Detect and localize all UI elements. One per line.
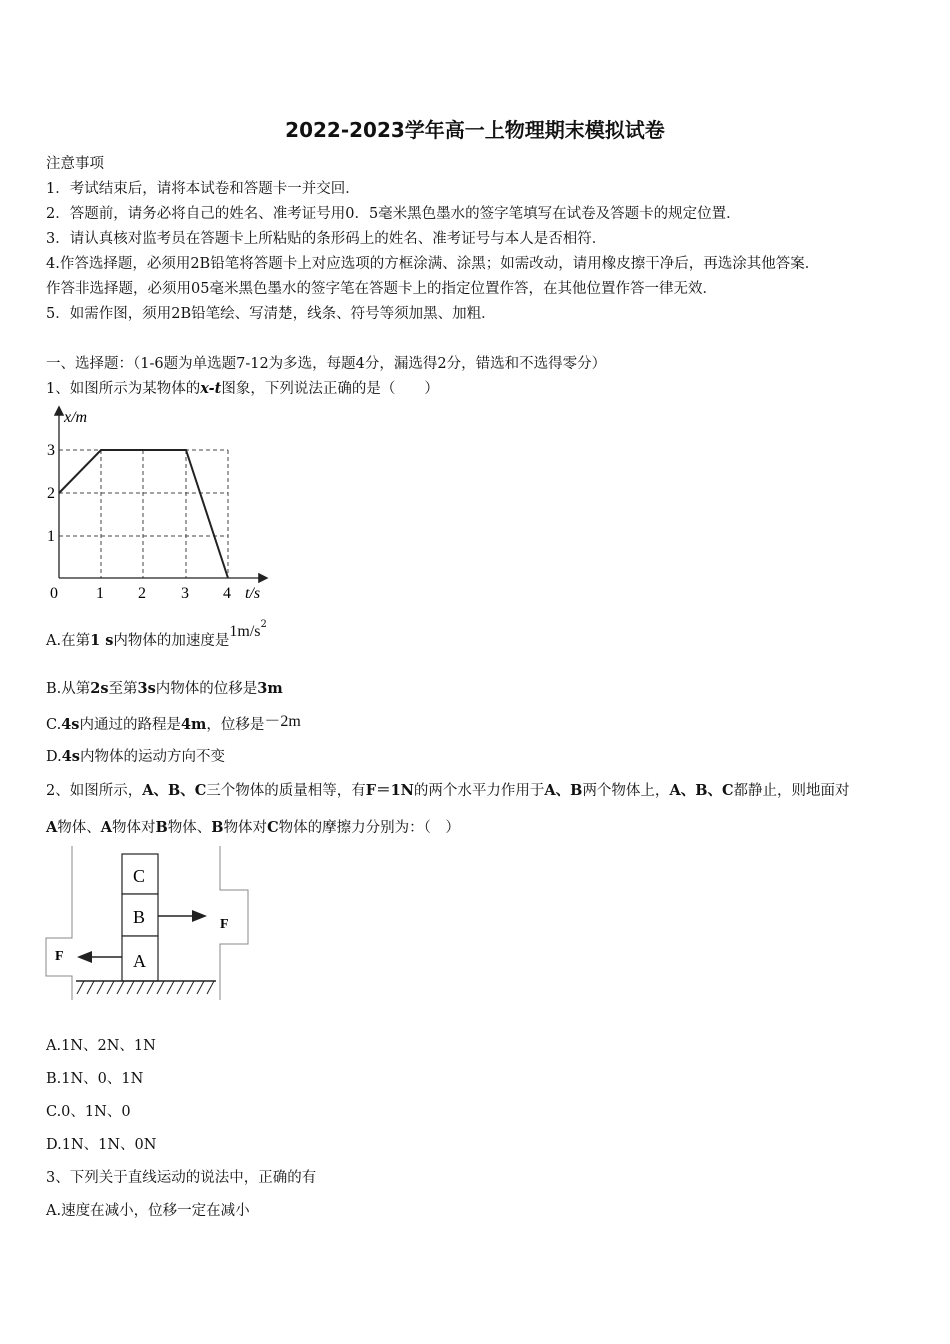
q1-graph-xtick: 4 [223, 585, 231, 602]
q1-graph-xlabel: t/s [245, 585, 261, 602]
q2-block-c-label: C [133, 866, 146, 886]
q2-block-b-label: B [133, 907, 146, 927]
q2-force-left-label: F [55, 949, 64, 964]
page-title: 2022-2023学年高一上物理期末模拟试卷 [285, 118, 665, 142]
q1-option-b: B.从第2s至第3s内物体的位移是3m [46, 680, 283, 697]
q1-option-c: C.4s内通过的路程是4m，位移是－2m [46, 713, 301, 733]
q2-option-c: C.0、1N、0 [46, 1104, 131, 1120]
q3-stem: 3、下列关于直线运动的说法中，正确的有 [46, 1170, 317, 1186]
notice-item: 3．请认真核对监考员在答题卡上所粘贴的条形码上的姓名、准考证号与本人是否相符． [46, 231, 607, 247]
notice-item: 作答非选择题，必须用05毫米黑色墨水的签字笔在答题卡上的指定位置作答，在其他位置作答一律无效． [46, 281, 717, 297]
q1-graph-xtick: 2 [138, 585, 146, 602]
q2-stem-line1: 2、如图所示，A、B、C三个物体的质量相等，有F＝1N的两个水平力作用于A、B两个物体上，A、B、C都静止，则地面对 [46, 782, 850, 799]
q2-blocks-figure [44, 846, 250, 1004]
q1-graph-xtick: 1 [96, 585, 104, 602]
q1-graph-ytick: 1 [47, 528, 55, 545]
q1-option-d: D.4s内物体的运动方向不变 [46, 748, 225, 765]
q1-graph-xtick: 0 [50, 585, 58, 602]
q1-stem: 1、如图所示为某物体的x-t图象，下列说法正确的是（ ） [46, 380, 439, 397]
q3-option-a: A.速度在减小，位移一定在减小 [46, 1203, 250, 1219]
notice-item: 1．考试结束后，请将本试卷和答题卡一并交回． [46, 181, 360, 197]
q1-graph-ytick: 2 [47, 485, 55, 502]
notice-item: 2．答题前，请务必将自己的姓名、准考证号用0．5毫米黑色墨水的签字笔填写在试卷及答题卡的规定位置． [46, 206, 741, 222]
q1-graph-ytick: 3 [47, 442, 55, 459]
q1-xt-graph [40, 402, 280, 607]
q2-option-b: B.1N、0、1N [46, 1071, 144, 1087]
q2-stem-line2: A物体、A物体对B物体、B物体对C物体的摩擦力分别为：（ ） [46, 819, 460, 836]
q2-option-a: A.1N、2N、1N [46, 1038, 156, 1054]
q1-option-a: A.在第1 s内物体的加速度是$1m/s^2$ [46, 619, 267, 649]
q1-graph-xtick: 3 [181, 585, 189, 602]
q2-option-d: D.1N、1N、0N [46, 1137, 157, 1153]
notice-item: 5．如需作图，须用2B铅笔绘、写清楚，线条、符号等须加黑、加粗． [46, 306, 496, 322]
q2-force-right-label: F [220, 917, 229, 932]
notice-item: 4.作答选择题，必须用2B铅笔将答题卡上对应选项的方框涂满、涂黑；如需改动，请用橡皮擦干净后，再选涂其他答案． [46, 256, 820, 272]
notice-heading: 注意事项 [46, 156, 104, 172]
q1-graph-ylabel: x/m [64, 409, 88, 426]
q2-block-a-label: A [133, 951, 146, 971]
section-heading: 一、选择题：（1-6题为单选题7-12为多选，每题4分，漏选得2分，错选和不选得零分） [46, 356, 607, 372]
